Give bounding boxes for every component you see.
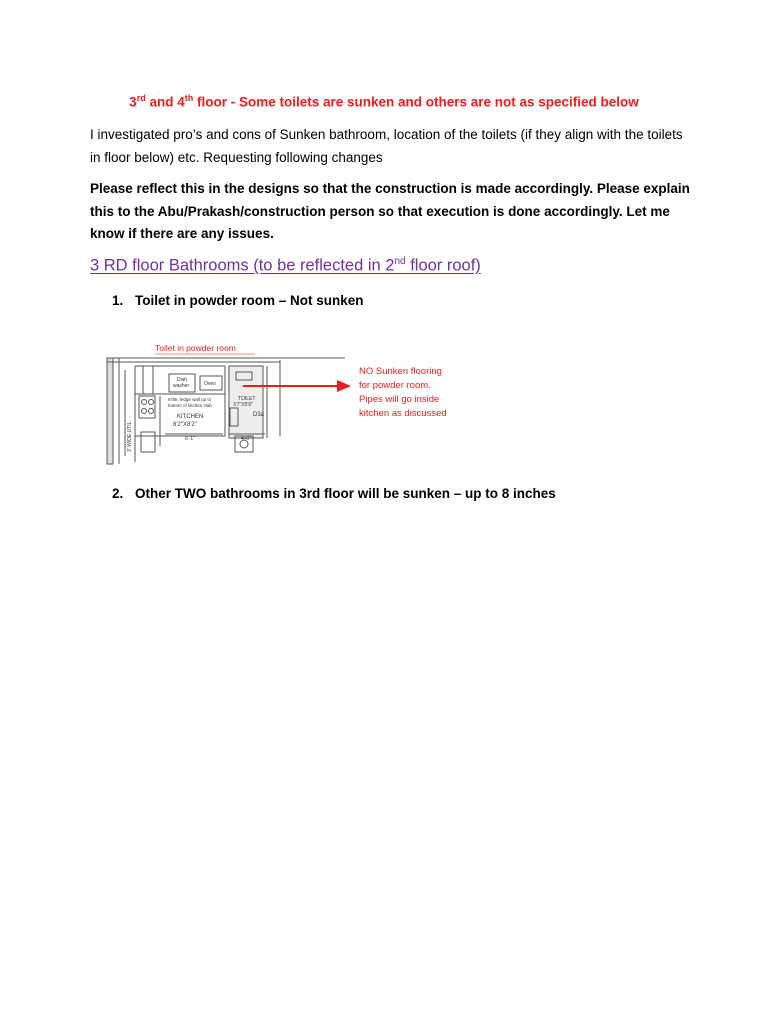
- note-line-4: kitchen as discussed: [359, 408, 447, 419]
- washer-label: washer: [173, 383, 190, 389]
- list-number: 1.: [112, 293, 124, 308]
- paragraph-investigation: I investigated pro’s and cons of Sunken bathroom, location of the toilets (if they align with the toilets in floor below) etc. Requesting following changes: [90, 127, 683, 165]
- door-label: D3a: [253, 412, 265, 418]
- note-line-3: Pipes will go inside: [359, 394, 440, 405]
- red-arrow-head-icon: [337, 380, 351, 392]
- dish-label: Dish: [177, 377, 188, 383]
- heading-rest: floor - Some toilets are sunken and others are not as specified below: [193, 94, 639, 110]
- heading-sup-rd: rd: [136, 93, 146, 103]
- list-text: Other TWO bathrooms in 3rd floor will be sunken – up to 8 inches: [135, 486, 556, 501]
- note-line-2: for powder room.: [359, 380, 431, 391]
- red-heading: [0, 93, 768, 110]
- sink: [141, 432, 155, 452]
- toilet-dim-label: 3'7"X5'6": [233, 402, 253, 408]
- wide-util-label: 3' WIDE UTIL: [127, 421, 133, 452]
- section-heading: [90, 256, 481, 276]
- heading-floor3: 3: [129, 94, 137, 110]
- kitchen-dim-label: 8'2"X8'2": [173, 422, 197, 428]
- note-line-1: NO Sunken flooring: [359, 366, 442, 377]
- heading-and: and 4: [145, 94, 185, 110]
- stove: [139, 396, 155, 418]
- list-item: [112, 486, 556, 501]
- list-number: 2.: [112, 486, 124, 501]
- figure-title: Toilet in powder room: [155, 343, 236, 353]
- section-sup: nd: [394, 256, 406, 267]
- heading-sup-th: th: [184, 93, 194, 103]
- oven-label: Oven: [204, 381, 216, 387]
- ledge-label-2: bottom of kitchen slab: [168, 403, 212, 408]
- section-prefix: 3 RD floor Bathrooms (to be reflected in 2: [90, 256, 395, 275]
- ledge-label-1: 6'thk. ledge wall up to: [168, 397, 212, 402]
- dim-bottom2-label: 4'-6": [241, 436, 251, 442]
- list-item: [112, 293, 364, 308]
- left-wall: [107, 358, 113, 464]
- kitchen-label: KITCHEN: [177, 414, 204, 420]
- toilet-label: TOILET: [238, 396, 256, 402]
- counter: [143, 366, 153, 394]
- paragraph-instructions: Please reflect this in the designs so that the construction is made accordingly. Please explain this to the Abu/Prakash/construction person so that execution is done accordingly. Let me know if there are any issues.: [90, 181, 690, 241]
- dim-bottom-label: 6'-1": [185, 436, 195, 442]
- section-suffix: floor roof): [405, 256, 481, 275]
- list-text: Toilet in powder room – Not sunken: [135, 293, 364, 308]
- floor-plan-figure: [105, 336, 465, 466]
